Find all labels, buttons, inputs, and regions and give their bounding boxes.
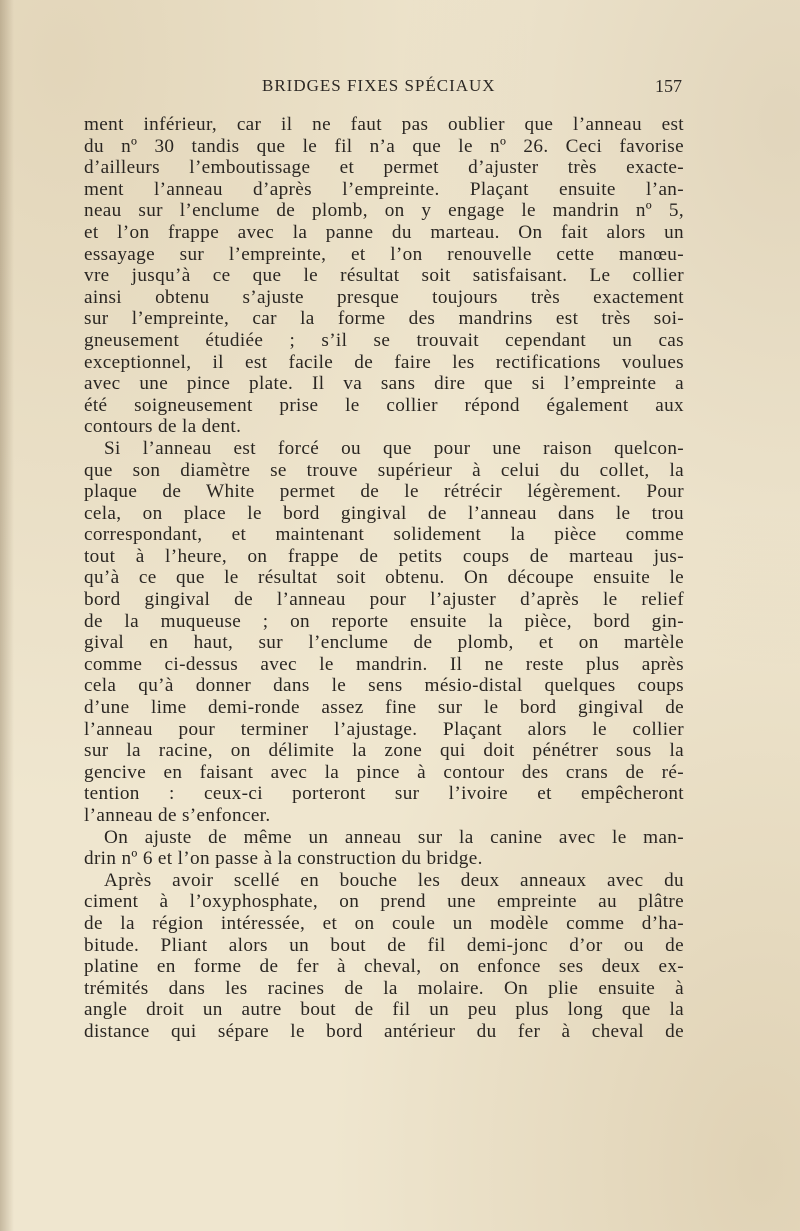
text-line: bitude. Pliant alors un bout de fil demi-jonc d’or ou de [84, 934, 684, 956]
text-line: trémités dans les racines de la molaire. On plie ensuite à [84, 977, 684, 999]
text-line: neau sur l’enclume de plomb, on y engage le mandrin nº 5, [84, 200, 684, 222]
text-line: été soigneusement prise le collier répond également aux [84, 394, 684, 416]
paragraph-end-line: l’anneau de s’enfoncer. [84, 805, 271, 826]
text-line: correspondant, et maintenant solidement la pièce comme [84, 524, 684, 546]
text-line: gival en haut, sur l’enclume de plomb, et on martèle [84, 632, 684, 654]
text-line: exceptionnel, il est facile de faire les rectifications voulues [84, 351, 684, 373]
page-header [84, 76, 684, 100]
text-line: ment l’anneau d’après l’empreinte. Plaçant ensuite l’an- [84, 178, 684, 200]
text-line: de la région intéressée, et on coule un modèle comme d’ha- [84, 912, 684, 934]
text-line: essayage sur l’empreinte, et l’on renouvelle cette manœu- [84, 243, 684, 265]
text-line: cela qu’à donner dans le sens mésio-distal quelques coups [84, 675, 684, 697]
text-line: distance qui sépare le bord antérieur du fer à cheval de [84, 1020, 684, 1042]
text-line: ment inférieur, car il ne faut pas oublier que l’anneau est [84, 114, 684, 135]
text-line: qu’à ce que le résultat soit obtenu. On découpe ensuite le [84, 567, 684, 589]
paragraph-start-line: Si l’anneau est forcé ou que pour une raison quelcon- [104, 437, 684, 459]
text-line: sur la racine, on délimite la zone qui doit pénétrer sous la [84, 740, 684, 762]
text-line: plaque de White permet de le rétrécir légèrement. Pour [84, 481, 684, 503]
text-line: du nº 30 tandis que le fil n’a que le nº 26. Ceci favorise [84, 135, 684, 157]
running-title: BRIDGES FIXES SPÉCIAUX [262, 76, 496, 95]
text-line: et l’on frappe avec la panne du marteau. On fait alors un [84, 221, 684, 243]
text-line: avec une pince plate. Il va sans dire que si l’empreinte a [84, 373, 684, 395]
text-line: gencive en faisant avec la pince à contour des crans de ré- [84, 761, 684, 783]
text-line: bord gingival de l’anneau pour l’ajuster d’après le relief [84, 589, 684, 611]
text-line: gneusement étudiée ; s’il se trouvait cependant un cas [84, 329, 684, 351]
text-line: ciment à l’oxyphosphate, on prend une empreinte au plâtre [84, 891, 684, 913]
body-text [84, 114, 684, 1043]
text-line: angle droit un autre bout de fil un peu plus long que la [84, 999, 684, 1021]
text-line: cela, on place le bord gingival de l’anneau dans le trou [84, 502, 684, 524]
text-line: d’une lime demi-ronde assez fine sur le bord gingival de [84, 697, 684, 719]
paragraph-start-line: Après avoir scellé en bouche les deux anneaux avec du [104, 869, 684, 891]
text-line: ainsi obtenu s’ajuste presque toujours très exactement [84, 286, 684, 308]
text-line: de la muqueuse ; on reporte ensuite la pièce, bord gin- [84, 610, 684, 632]
text-line: tout à l’heure, on frappe de petits coups de marteau jus- [84, 545, 684, 567]
text-line: d’ailleurs l’emboutissage et permet d’ajuster très exacte- [84, 157, 684, 179]
page-binding-edge [0, 0, 14, 1231]
text-line: tention : ceux-ci porteront sur l’ivoire et empêcheront [84, 783, 684, 805]
paragraph-start-line: On ajuste de même un anneau sur la canine avec le man- [104, 826, 684, 848]
paragraph-end-line: drin nº 6 et l’on passe à la construction du bridge. [84, 848, 483, 870]
text-line: vre jusqu’à ce que le résultat soit satisfaisant. Le collier [84, 265, 684, 287]
text-line: sur l’empreinte, car la forme des mandrins est très soi- [84, 308, 684, 330]
text-line: comme ci-dessus avec le mandrin. Il ne reste plus après [84, 653, 684, 675]
text-line: l’anneau pour terminer l’ajustage. Plaçant alors le collier [84, 718, 684, 740]
page-number: 157 [655, 76, 682, 96]
text-line: que son diamètre se trouve supérieur à celui du collet, la [84, 459, 684, 481]
paragraph-end-line: contours de la dent. [84, 416, 242, 438]
text-line: platine en forme de fer à cheval, on enfonce ses deux ex- [84, 956, 684, 978]
